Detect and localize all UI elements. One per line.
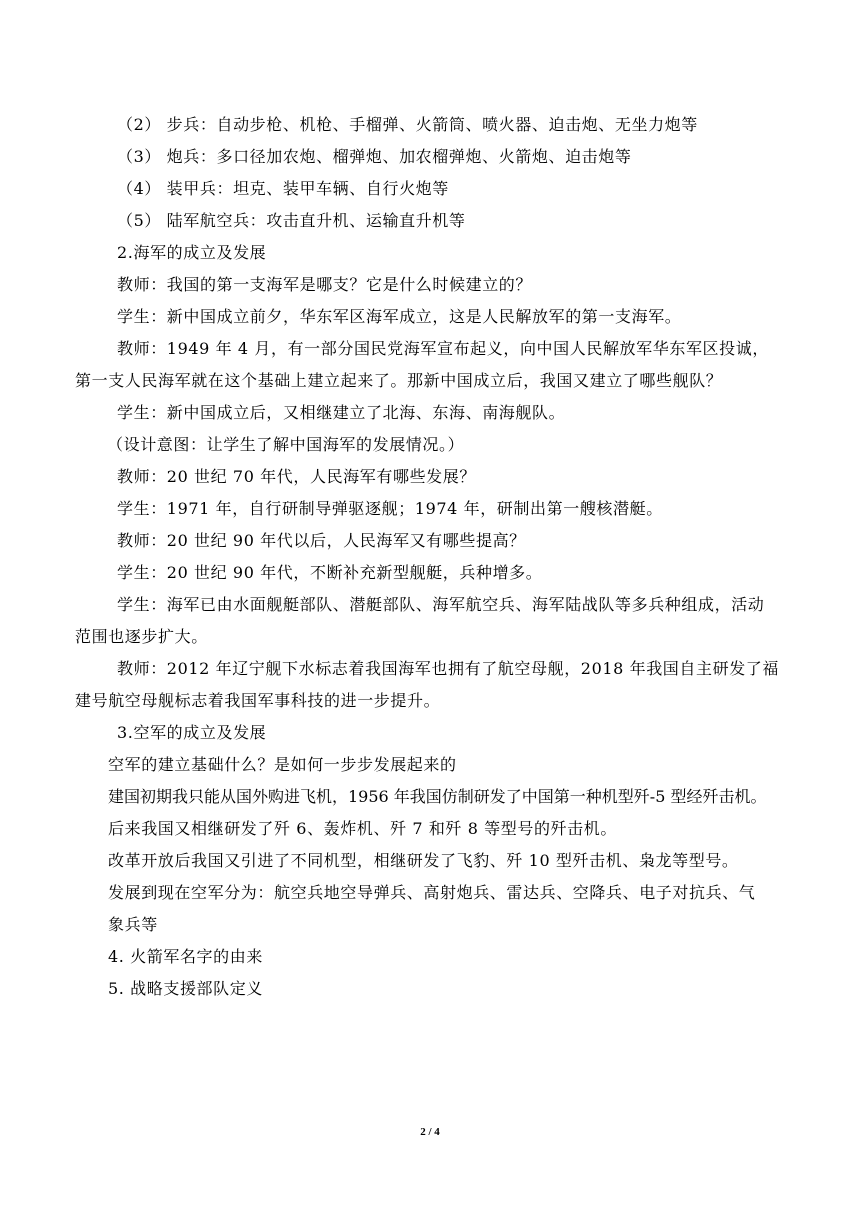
dialogue-line: 教师：1949 年 4 月，有一部分国民党海军宣布起义，向中国人民解放军华东军区投诚， — [117, 339, 769, 358]
dialogue-line-continued: 第一支人民海军就在这个基础上建立起来了。那新中国成立后，我国又建立了哪些舰队？ — [75, 371, 723, 390]
list-item-rocket-force: 4. 火箭军名字的由来 — [108, 947, 263, 966]
section-heading-navy: 2.海军的成立及发展 — [117, 243, 267, 262]
body-line: 发展到现在空军分为：航空兵地空导弹兵、高射炮兵、雷达兵、空降兵、电子对抗兵、气 — [108, 883, 756, 902]
list-item-strategic-support: 5. 战略支援部队定义 — [108, 979, 263, 998]
equipment-item-armor: （4） 装甲兵：坦克、装甲车辆、自行火炮等 — [117, 179, 449, 198]
body-line: 建国初期我只能从国外购进飞机，1956 年我国仿制研发了中国第一种机型歼-5 型经歼击机。 — [108, 787, 767, 806]
body-line: 空军的建立基础什么？是如何一步步发展起来的 — [108, 755, 457, 774]
dialogue-line: 学生：新中国成立前夕，华东军区海军成立，这是人民解放军的第一支海军。 — [117, 307, 682, 326]
dialogue-line: 学生：海军已由水面舰艇部队、潜艇部队、海军航空兵、海军陆战队等多兵种组成，活动 — [117, 595, 765, 614]
page-number: 2 / 4 — [420, 1126, 440, 1138]
dialogue-line: 学生：20 世纪 90 年代，不断补充新型舰艇，兵种增多。 — [117, 563, 543, 582]
body-line: 改革开放后我国又引进了不同机型，相继研发了飞豹、歼 10 型歼击机、枭龙等型号。 — [108, 851, 739, 870]
section-heading-air-force: 3.空军的成立及发展 — [117, 723, 267, 742]
body-line-continued: 象兵等 — [108, 915, 158, 934]
dialogue-line: 教师：我国的第一支海军是哪支？它是什么时候建立的？ — [117, 275, 533, 294]
dialogue-line: 学生：新中国成立后，又相继建立了北海、东海、南海舰队。 — [117, 403, 566, 422]
dialogue-line: 教师：20 世纪 90 年代以后，人民海军又有哪些提高？ — [117, 531, 526, 550]
equipment-item-infantry: （2） 步兵：自动步枪、机枪、手榴弹、火箭筒、喷火器、迫击炮、无坐力炮等 — [117, 115, 698, 134]
dialogue-line: 教师：20 世纪 70 年代，人民海军有哪些发展？ — [117, 467, 476, 486]
dialogue-line: 教师：2012 年辽宁舰下水标志着我国海军也拥有了航空母舰，2018 年我国自主研发了福 — [117, 659, 780, 678]
dialogue-line: 学生：1971 年，自行研制导弹驱逐舰；1974 年，研制出第一艘核潜艇。 — [117, 499, 663, 518]
equipment-item-aviation: （5） 陆军航空兵：攻击直升机、运输直升机等 — [117, 211, 466, 230]
body-line: 后来我国又相继研发了歼 6、轰炸机、歼 7 和歼 8 等型号的歼击机。 — [108, 819, 617, 838]
dialogue-line-continued: 建号航空母舰标志着我国军事科技的进一步提升。 — [75, 691, 441, 710]
dialogue-line-continued: 范围也逐步扩大。 — [75, 627, 208, 646]
design-intent-note: （设计意图：让学生了解中国海军的发展情况。） — [107, 435, 465, 454]
equipment-item-artillery: （3） 炮兵：多口径加农炮、榴弹炮、加农榴弹炮、火箭炮、迫击炮等 — [117, 147, 632, 166]
